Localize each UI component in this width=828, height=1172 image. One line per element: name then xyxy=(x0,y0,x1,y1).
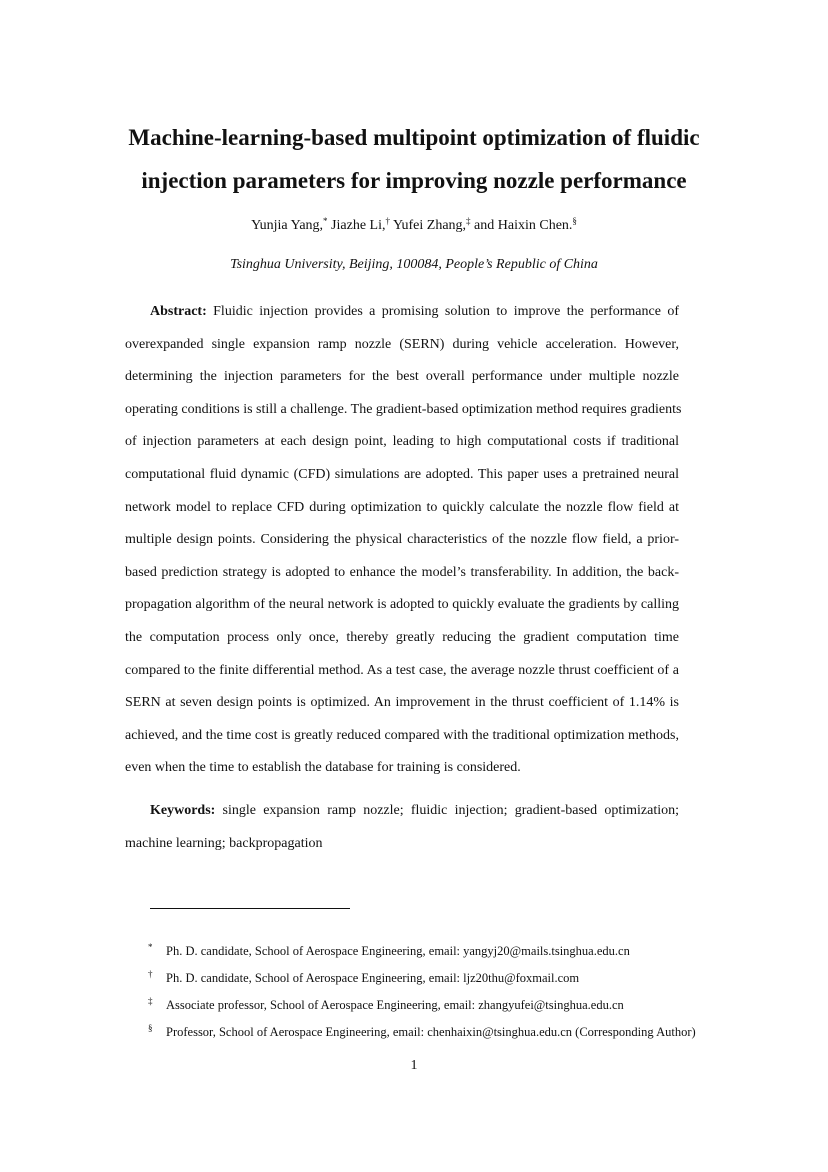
abstract-line: propagation algorithm of the neural network is adopted to quickly evaluate the gradients by calling xyxy=(125,597,679,613)
author-name: Yunjia Yang, xyxy=(251,218,324,233)
author-name: Yufei Zhang, xyxy=(389,218,467,233)
footnote-item: * Ph. D. candidate, School of Aerospace Engineering, email: yangyj20@mails.tsinghua.edu.cn xyxy=(148,942,630,958)
abstract-line: overexpanded single expansion ramp nozzle (SERN) during vehicle acceleration. However, xyxy=(125,336,679,352)
abstract-line: determining the injection parameters for the best overall performance under multiple nozzle xyxy=(125,369,679,385)
keywords-line: Keywords: single expansion ramp nozzle; fluidic injection; gradient-based optimization; xyxy=(150,803,679,818)
footnote-item: § Professor, School of Aerospace Engineering, email: chenhaixin@tsinghua.edu.cn (Corresponding Author) xyxy=(148,1023,696,1039)
author-list xyxy=(100,216,728,236)
footnote-text: Associate professor, School of Aerospace Engineering, email: zhangyufei@tsinghua.edu.cn xyxy=(166,998,624,1012)
author-footnote-mark: * xyxy=(323,216,328,226)
author-name: and Haixin Chen. xyxy=(470,218,573,233)
title-line-2: injection parameters for improving nozzle performance xyxy=(141,168,687,193)
footnote-text: Professor, School of Aerospace Engineering, email: chenhaixin@tsinghua.edu.cn (Corresponding Author) xyxy=(166,1025,696,1039)
footnote-separator xyxy=(150,908,350,909)
affiliation: Tsinghua University, Beijing, 100084, People’s Republic of China xyxy=(230,257,598,272)
abstract-line: even when the time to establish the database for training is considered. xyxy=(125,760,521,776)
abstract-line: network model to replace CFD during optimization to quickly calculate the nozzle flow field at xyxy=(125,499,679,515)
abstract-label: Abstract: xyxy=(150,304,207,319)
abstract xyxy=(125,296,682,785)
paper-title xyxy=(100,116,728,202)
abstract-line: operating conditions is still a challenge. The gradient-based optimization method requires gradients xyxy=(125,401,682,417)
author-footnote-mark: § xyxy=(572,216,577,226)
abstract-line: Abstract: Fluidic injection provides a promising solution to improve the performance of xyxy=(150,304,679,319)
title-line-1: Machine-learning-based multipoint optimization of fluidic xyxy=(128,125,700,150)
page-number: 1 xyxy=(410,1058,418,1073)
keywords-line: machine learning; backpropagation xyxy=(125,835,323,851)
footnote-text: Ph. D. candidate, School of Aerospace Engineering, email: ljz20thu@foxmail.com xyxy=(166,971,580,985)
abstract-line: SERN at seven design points is optimized. An improvement in the thrust coefficient of 1.14% is xyxy=(125,695,679,711)
footnotes xyxy=(148,940,728,1048)
abstract-line: the computation process only once, thereby greatly reducing the gradient computation time xyxy=(125,629,679,645)
author-footnote-mark: † xyxy=(385,216,390,226)
abstract-line: of injection parameters at each design point, leading to high computational costs if traditional xyxy=(125,434,679,450)
footnote-item: ‡ Associate professor, School of Aerospace Engineering, email: zhangyufei@tsinghua.edu.cn xyxy=(148,996,624,1012)
keywords-label: Keywords: xyxy=(150,803,216,818)
abstract-line: multiple design points. Considering the physical characteristics of the nozzle flow field, a prior- xyxy=(125,532,679,548)
footnote-text: Ph. D. candidate, School of Aerospace Engineering, email: yangyj20@mails.tsinghua.edu.cn xyxy=(166,944,630,958)
abstract-line: achieved, and the time cost is greatly reduced compared with the traditional optimization methods, xyxy=(125,727,679,743)
abstract-line: computational fluid dynamic (CFD) simulations are adopted. This paper uses a pretrained neural xyxy=(125,466,679,482)
abstract-line: based prediction strategy is adopted to enhance the model’s transferability. In addition, the back- xyxy=(125,564,679,580)
footnote-item: † Ph. D. candidate, School of Aerospace Engineering, email: ljz20thu@foxmail.com xyxy=(148,969,580,985)
author-footnote-mark: ‡ xyxy=(466,216,471,226)
keywords xyxy=(125,795,679,860)
abstract-line: compared to the finite differential method. As a test case, the average nozzle thrust coefficient of a xyxy=(125,662,679,678)
author-name: Jiazhe Li, xyxy=(327,218,386,233)
